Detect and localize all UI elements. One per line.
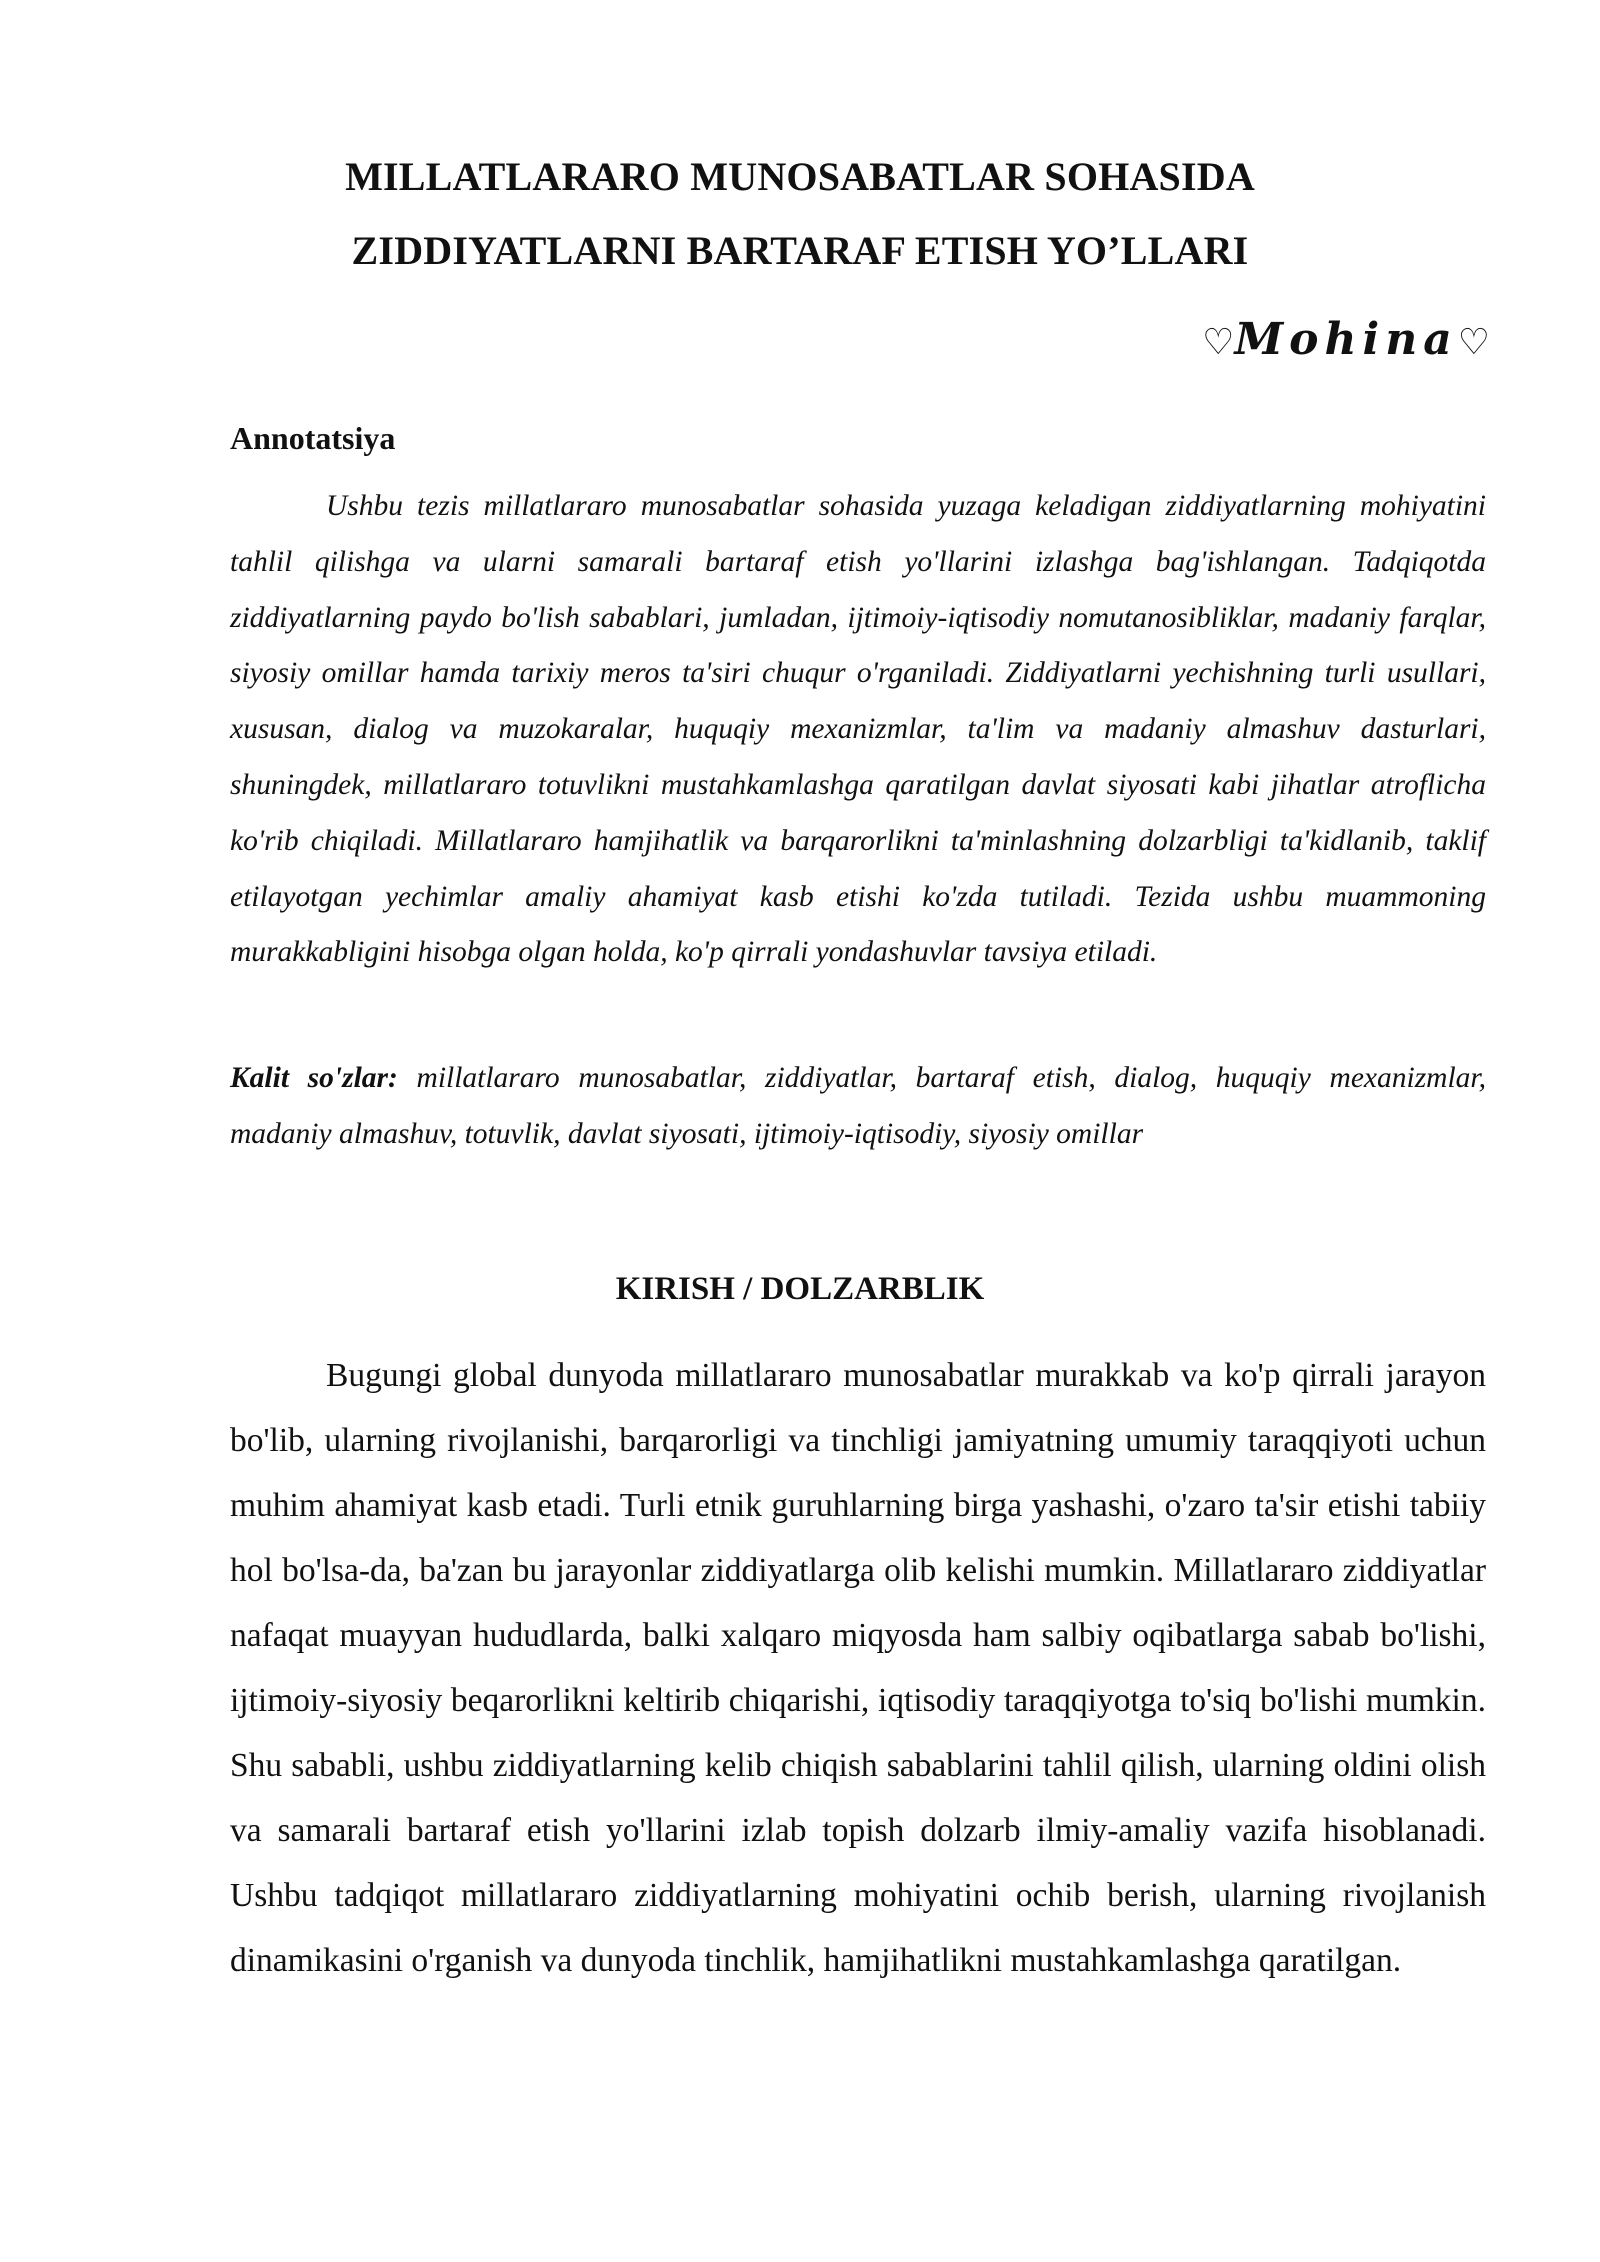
author-signature (1202, 313, 1490, 370)
heart-left-icon: ♡ (1202, 322, 1235, 363)
title-line-2: ZIDDIYATLARNI BARTARAF ETISH YO’LLARI (351, 228, 1249, 273)
author-name: Mohina (1234, 314, 1458, 365)
annotation-text: Ushbu tezis millatlararo munosabatlar sohasida yuzaga keladigan ziddiyatlarning mohiyatini tahlil qilishga va ularni samarali bartaraf etish yo'llarini izlashga bag'ishlangan. Tadqiqotda ziddiyatlarning paydo bo'lish sabablari, jumladan, ijtimoiy-iqtisodiy nomutanosibliklar, madaniy farqlar, siyosiy omillar hamda tarixiy meros ta'siri chuqur o'rganiladi. Ziddiyatlarni yechishning turli usullari, xususan, dialog va muzokaralar, huquqiy mexanizmlar, ta'lim va madaniy almashuv dasturlari, shuningdek, millatlararo totuvlikni mustahkamlashga qaratilgan davlat siyosati kabi jihatlar atroflicha ko'rib chiqiladi. Millatlararo hamjihatlik va barqarorlikni ta'minlashning dolzarbligi ta'kidlanib, taklif etilayotgan yechimlar amaliy ahamiyat kasb etishi ko'zda tutiladi. Tezida ushbu muammoning murakkabligini hisobga olgan holda, ko'p qirrali yondashuvlar tavsiya etiladi. (230, 490, 1486, 969)
introduction-heading: KIRISH / DOLZARBLIK (615, 1271, 985, 1307)
title-line-1: MILLATLARARO MUNOSABATLAR SOHASIDA (345, 154, 1255, 199)
keywords-label: Kalit so'zlar: (230, 1062, 398, 1094)
introduction-text: Bugungi global dunyoda millatlararo munosabatlar murakkab va ko'p qirrali jarayon bo'lib, ularning rivojlanishi, barqarorligi va tinchligi jamiyatning umumiy taraqqiyoti uchun muhim ahamiyat kasb etadi. Turli etnik guruhlarning birga yashashi, o'zaro ta'sir etishi tabiiy hol bo'lsa-da, ba'zan bu jarayonlar ziddiyatlarga olib kelishi mumkin. Millatlararo ziddiyatlar nafaqat muayyan hududlarda, balki xalqaro miqyosda ham salbiy oqibatlarga sabab bo'lishi, ijtimoiy-siyosiy beqarorlikni keltirib chiqarishi, iqtisodiy taraqqiyotga to'siq bo'lishi mumkin. Shu sababli, ushbu ziddiyatlarning kelib chiqish sabablarini tahlil qilish, ularning oldini olish va samarali bartaraf etish yo'llarini izlab topish dolzarb ilmiy-amaliy vazifa hisoblanadi. Ushbu tadqiqot millatlararo ziddiyatlarning mohiyatini ochib berish, ularning rivojlanish dinamikasini o'rganish va dunyoda tinchlik, hamjihatlikni mustahkamlashga qaratilgan. (230, 1357, 1486, 1979)
keywords-text: millatlararo munosabatlar, ziddiyatlar, bartaraf etish, dialog, huquqiy mexanizmlar, madaniy almashuv, totuvlik, davlat siyosati, ijtimoiy-iqtisodiy, siyosiy omillar (230, 1062, 1487, 1150)
heart-right-icon: ♡ (1457, 322, 1490, 363)
keywords-paragraph (230, 1051, 1486, 1163)
annotation-heading: Annotatsiya (230, 420, 396, 456)
